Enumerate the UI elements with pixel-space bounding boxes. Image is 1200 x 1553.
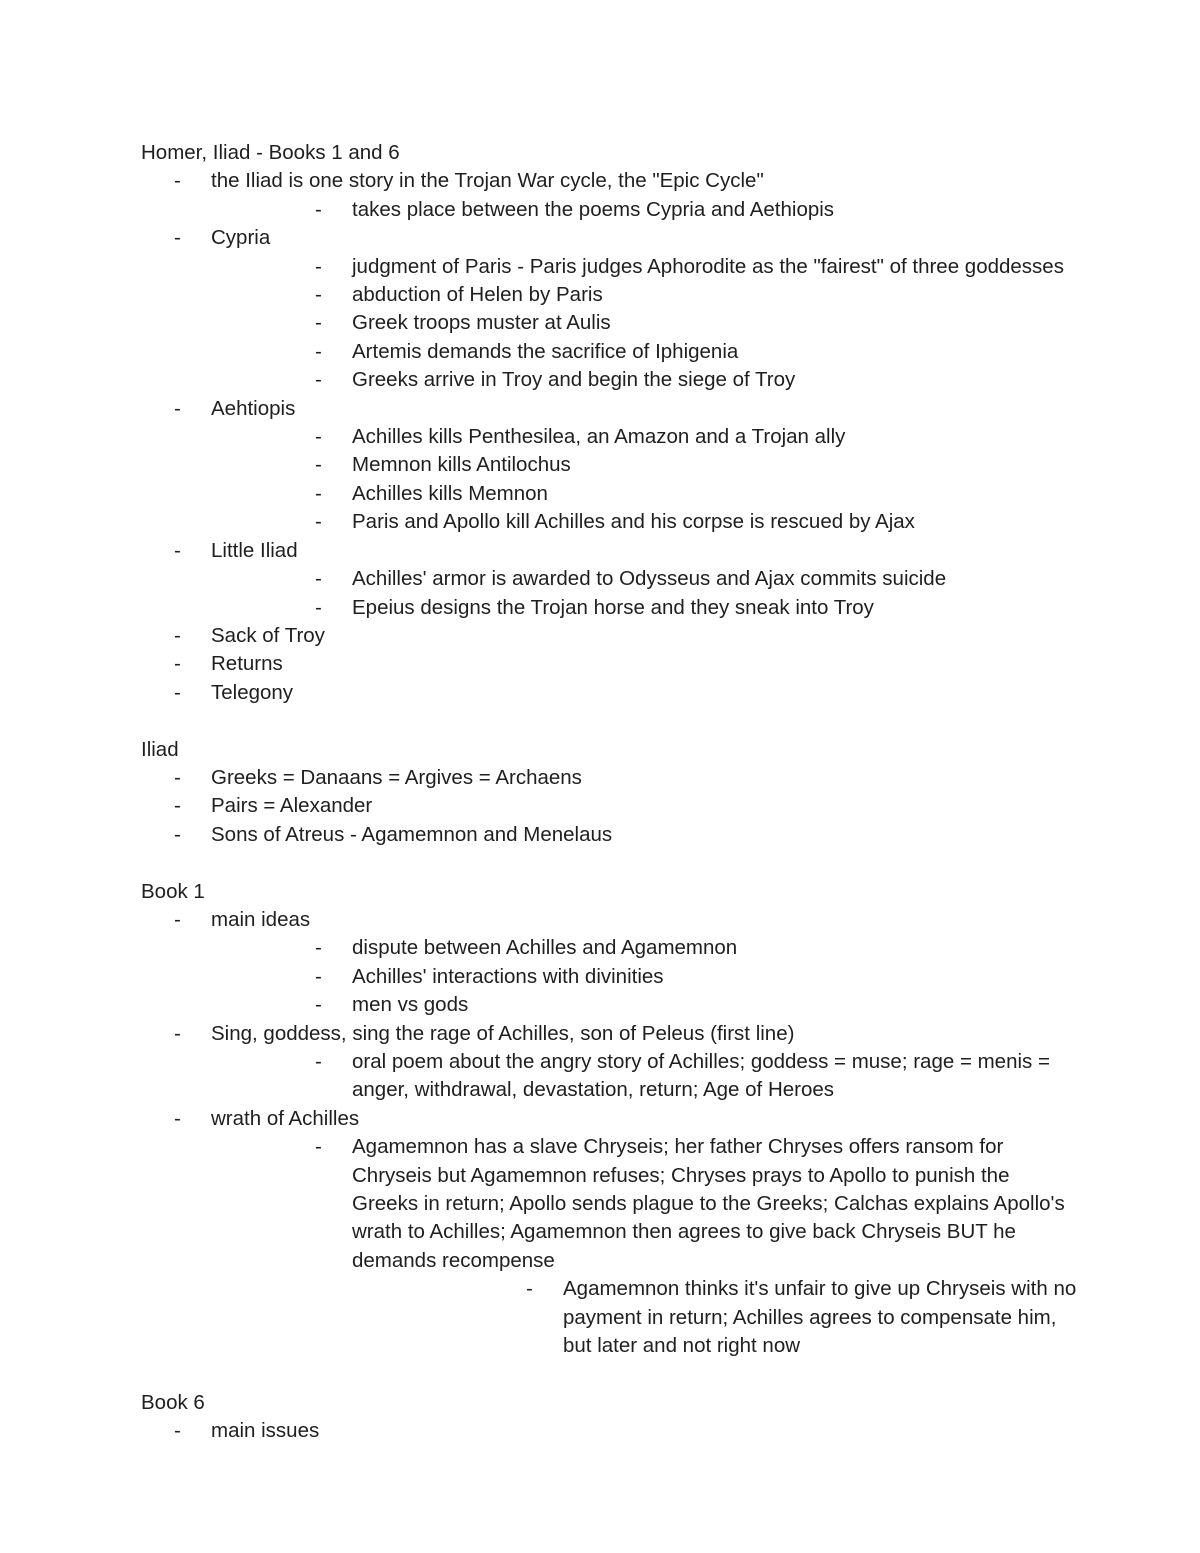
list-item bbox=[211, 1133, 1081, 1360]
bullet-dash: - bbox=[315, 311, 322, 335]
blank-line bbox=[141, 1360, 1081, 1388]
bullet-list bbox=[141, 167, 1081, 707]
list-item bbox=[352, 1275, 1081, 1360]
bullet-dash: - bbox=[174, 396, 181, 420]
list-item bbox=[211, 934, 1081, 962]
bullet-dash: - bbox=[526, 1277, 533, 1301]
list-item-text: Greeks = Danaans = Argives = Archaens bbox=[211, 765, 582, 789]
list-item bbox=[141, 764, 1081, 792]
section-heading: Iliad bbox=[141, 737, 179, 761]
list-item-text: Achilles' armor is awarded to Odysseus and Ajax commits suicide bbox=[352, 567, 947, 591]
bullet-dash: - bbox=[315, 1049, 322, 1073]
list-item-text: wrath of Achilles bbox=[211, 1106, 360, 1130]
bullet-sublist bbox=[211, 423, 1081, 537]
bullet-sublist bbox=[211, 253, 1081, 395]
bullet-dash: - bbox=[174, 1106, 181, 1130]
list-item-text: Returns bbox=[211, 652, 283, 676]
list-item bbox=[211, 281, 1081, 309]
list-item-text: main issues bbox=[211, 1419, 320, 1443]
bullet-dash: - bbox=[174, 623, 181, 647]
list-item bbox=[211, 451, 1081, 479]
list-item bbox=[141, 821, 1081, 849]
bullet-sublist bbox=[211, 1133, 1081, 1360]
list-item bbox=[141, 224, 1081, 394]
bullet-dash: - bbox=[315, 368, 322, 392]
list-item bbox=[141, 167, 1081, 224]
list-item-text: Greek troops muster at Aulis bbox=[352, 311, 611, 335]
bullet-dash: - bbox=[315, 936, 322, 960]
list-item bbox=[211, 508, 1081, 536]
list-item-text: Sing, goddess, sing the rage of Achilles, son of Peleus (first line) bbox=[211, 1021, 795, 1045]
list-item-text: Artemis demands the sacrifice of Iphigenia bbox=[352, 339, 739, 363]
bullet-list bbox=[141, 906, 1081, 1361]
list-item-text: dispute between Achilles and Agamemnon bbox=[352, 936, 738, 960]
bullet-dash: - bbox=[315, 510, 322, 534]
bullet-dash: - bbox=[315, 283, 322, 307]
section-book-6 bbox=[141, 1389, 1081, 1446]
list-item-text: Epeius designs the Trojan horse and they sneak into Troy bbox=[352, 595, 874, 619]
list-item bbox=[211, 423, 1081, 451]
list-item bbox=[141, 792, 1081, 820]
blank-line bbox=[141, 849, 1081, 877]
bullet-dash: - bbox=[315, 993, 322, 1017]
list-item-text: Telegony bbox=[211, 680, 294, 704]
list-item bbox=[211, 991, 1081, 1019]
bullet-dash: - bbox=[174, 652, 181, 676]
list-item-text: the Iliad is one story in the Trojan War cycle, the "Epic Cycle" bbox=[211, 169, 764, 193]
list-item-text: Achilles kills Penthesilea, an Amazon and a Trojan ally bbox=[352, 425, 846, 449]
list-item-text: Memnon kills Antilochus bbox=[352, 453, 571, 477]
list-item-text: main ideas bbox=[211, 907, 311, 931]
bullet-dash: - bbox=[315, 964, 322, 988]
bullet-dash: - bbox=[174, 226, 181, 250]
list-item bbox=[141, 906, 1081, 1020]
list-item-text: Little Iliad bbox=[211, 538, 298, 562]
bullet-sublist bbox=[211, 1048, 1081, 1105]
bullet-dash: - bbox=[315, 595, 322, 619]
list-item-text: Agamemnon has a slave Chryseis; her father Chryses offers ransom for Chryseis but Agamemnon refuses; Chryses prays to Apollo to punish the Greeks in return; Apollo sends plague to the Greeks; Calchas explains Apollo's wrath to Achilles; Agamemnon then agrees to give back Chryseis BUT he demands recompense bbox=[352, 1135, 1065, 1272]
list-item bbox=[211, 1048, 1081, 1105]
list-item-text: oral poem about the angry story of Achilles; goddess = muse; rage = menis = anger, withdrawal, devastation, return; Age of Heroes bbox=[352, 1049, 1050, 1102]
list-item bbox=[211, 963, 1081, 991]
list-item-text: men vs gods bbox=[352, 993, 469, 1017]
section-heading: Book 6 bbox=[141, 1390, 205, 1414]
bullet-dash: - bbox=[315, 339, 322, 363]
list-item bbox=[211, 565, 1081, 593]
bullet-dash: - bbox=[315, 453, 322, 477]
bullet-dash: - bbox=[174, 822, 181, 846]
bullet-dash: - bbox=[174, 907, 181, 931]
list-item bbox=[141, 1105, 1081, 1361]
list-item bbox=[141, 679, 1081, 707]
list-item-text: takes place between the poems Cypria and Aethiopis bbox=[352, 197, 835, 221]
section-book-1 bbox=[141, 878, 1081, 1361]
list-item bbox=[211, 480, 1081, 508]
section-iliad bbox=[141, 736, 1081, 850]
list-item bbox=[211, 253, 1081, 281]
list-item bbox=[141, 395, 1081, 537]
section-homer-iliad bbox=[141, 139, 1081, 707]
bullet-dash: - bbox=[174, 794, 181, 818]
list-item-text: Greeks arrive in Troy and begin the siege of Troy bbox=[352, 368, 796, 392]
bullet-sublist bbox=[352, 1275, 1081, 1360]
bullet-dash: - bbox=[315, 254, 322, 278]
section-heading: Homer, Iliad - Books 1 and 6 bbox=[141, 141, 400, 164]
bullet-list bbox=[141, 1417, 1081, 1445]
list-item bbox=[141, 622, 1081, 650]
bullet-list bbox=[141, 764, 1081, 849]
list-item-text: judgment of Paris - Paris judges Aphorodite as the "fairest" of three goddesses bbox=[352, 254, 1064, 278]
list-item-text: abduction of Helen by Paris bbox=[352, 283, 603, 307]
bullet-dash: - bbox=[315, 1135, 322, 1159]
list-item-text: Agamemnon thinks it's unfair to give up Chryseis with no payment in return; Achilles agrees to compensate him, but later and not right now bbox=[563, 1277, 1077, 1358]
bullet-dash: - bbox=[315, 197, 322, 221]
bullet-sublist bbox=[211, 565, 1081, 622]
bullet-dash: - bbox=[315, 425, 322, 449]
section-heading: Book 1 bbox=[141, 879, 205, 903]
bullet-dash: - bbox=[174, 538, 181, 562]
bullet-dash: - bbox=[315, 481, 322, 505]
list-item-text: Achilles' interactions with divinities bbox=[352, 964, 664, 988]
list-item bbox=[211, 366, 1081, 394]
list-item bbox=[141, 650, 1081, 678]
bullet-dash: - bbox=[174, 1419, 181, 1443]
list-item bbox=[141, 1020, 1081, 1105]
bullet-dash: - bbox=[174, 680, 181, 704]
blank-line bbox=[141, 707, 1081, 735]
list-item bbox=[211, 309, 1081, 337]
list-item-text: Aehtiopis bbox=[211, 396, 296, 420]
list-item bbox=[211, 338, 1081, 366]
list-item bbox=[211, 594, 1081, 622]
list-item-text: Paris and Apollo kill Achilles and his corpse is rescued by Ajax bbox=[352, 510, 915, 534]
list-item bbox=[211, 196, 1081, 224]
bullet-dash: - bbox=[174, 169, 181, 193]
list-item-text: Achilles kills Memnon bbox=[352, 481, 548, 505]
bullet-dash: - bbox=[174, 1021, 181, 1045]
list-item-text: Sack of Troy bbox=[211, 623, 325, 647]
bullet-dash: - bbox=[174, 765, 181, 789]
list-item-text: Cypria bbox=[211, 226, 271, 250]
list-item-text: Pairs = Alexander bbox=[211, 794, 373, 818]
bullet-sublist bbox=[211, 934, 1081, 1019]
bullet-dash: - bbox=[315, 567, 322, 591]
bullet-sublist bbox=[211, 196, 1081, 224]
document-body bbox=[141, 139, 1081, 1446]
list-item bbox=[141, 537, 1081, 622]
list-item bbox=[141, 1417, 1081, 1445]
list-item-text: Sons of Atreus - Agamemnon and Menelaus bbox=[211, 822, 613, 846]
